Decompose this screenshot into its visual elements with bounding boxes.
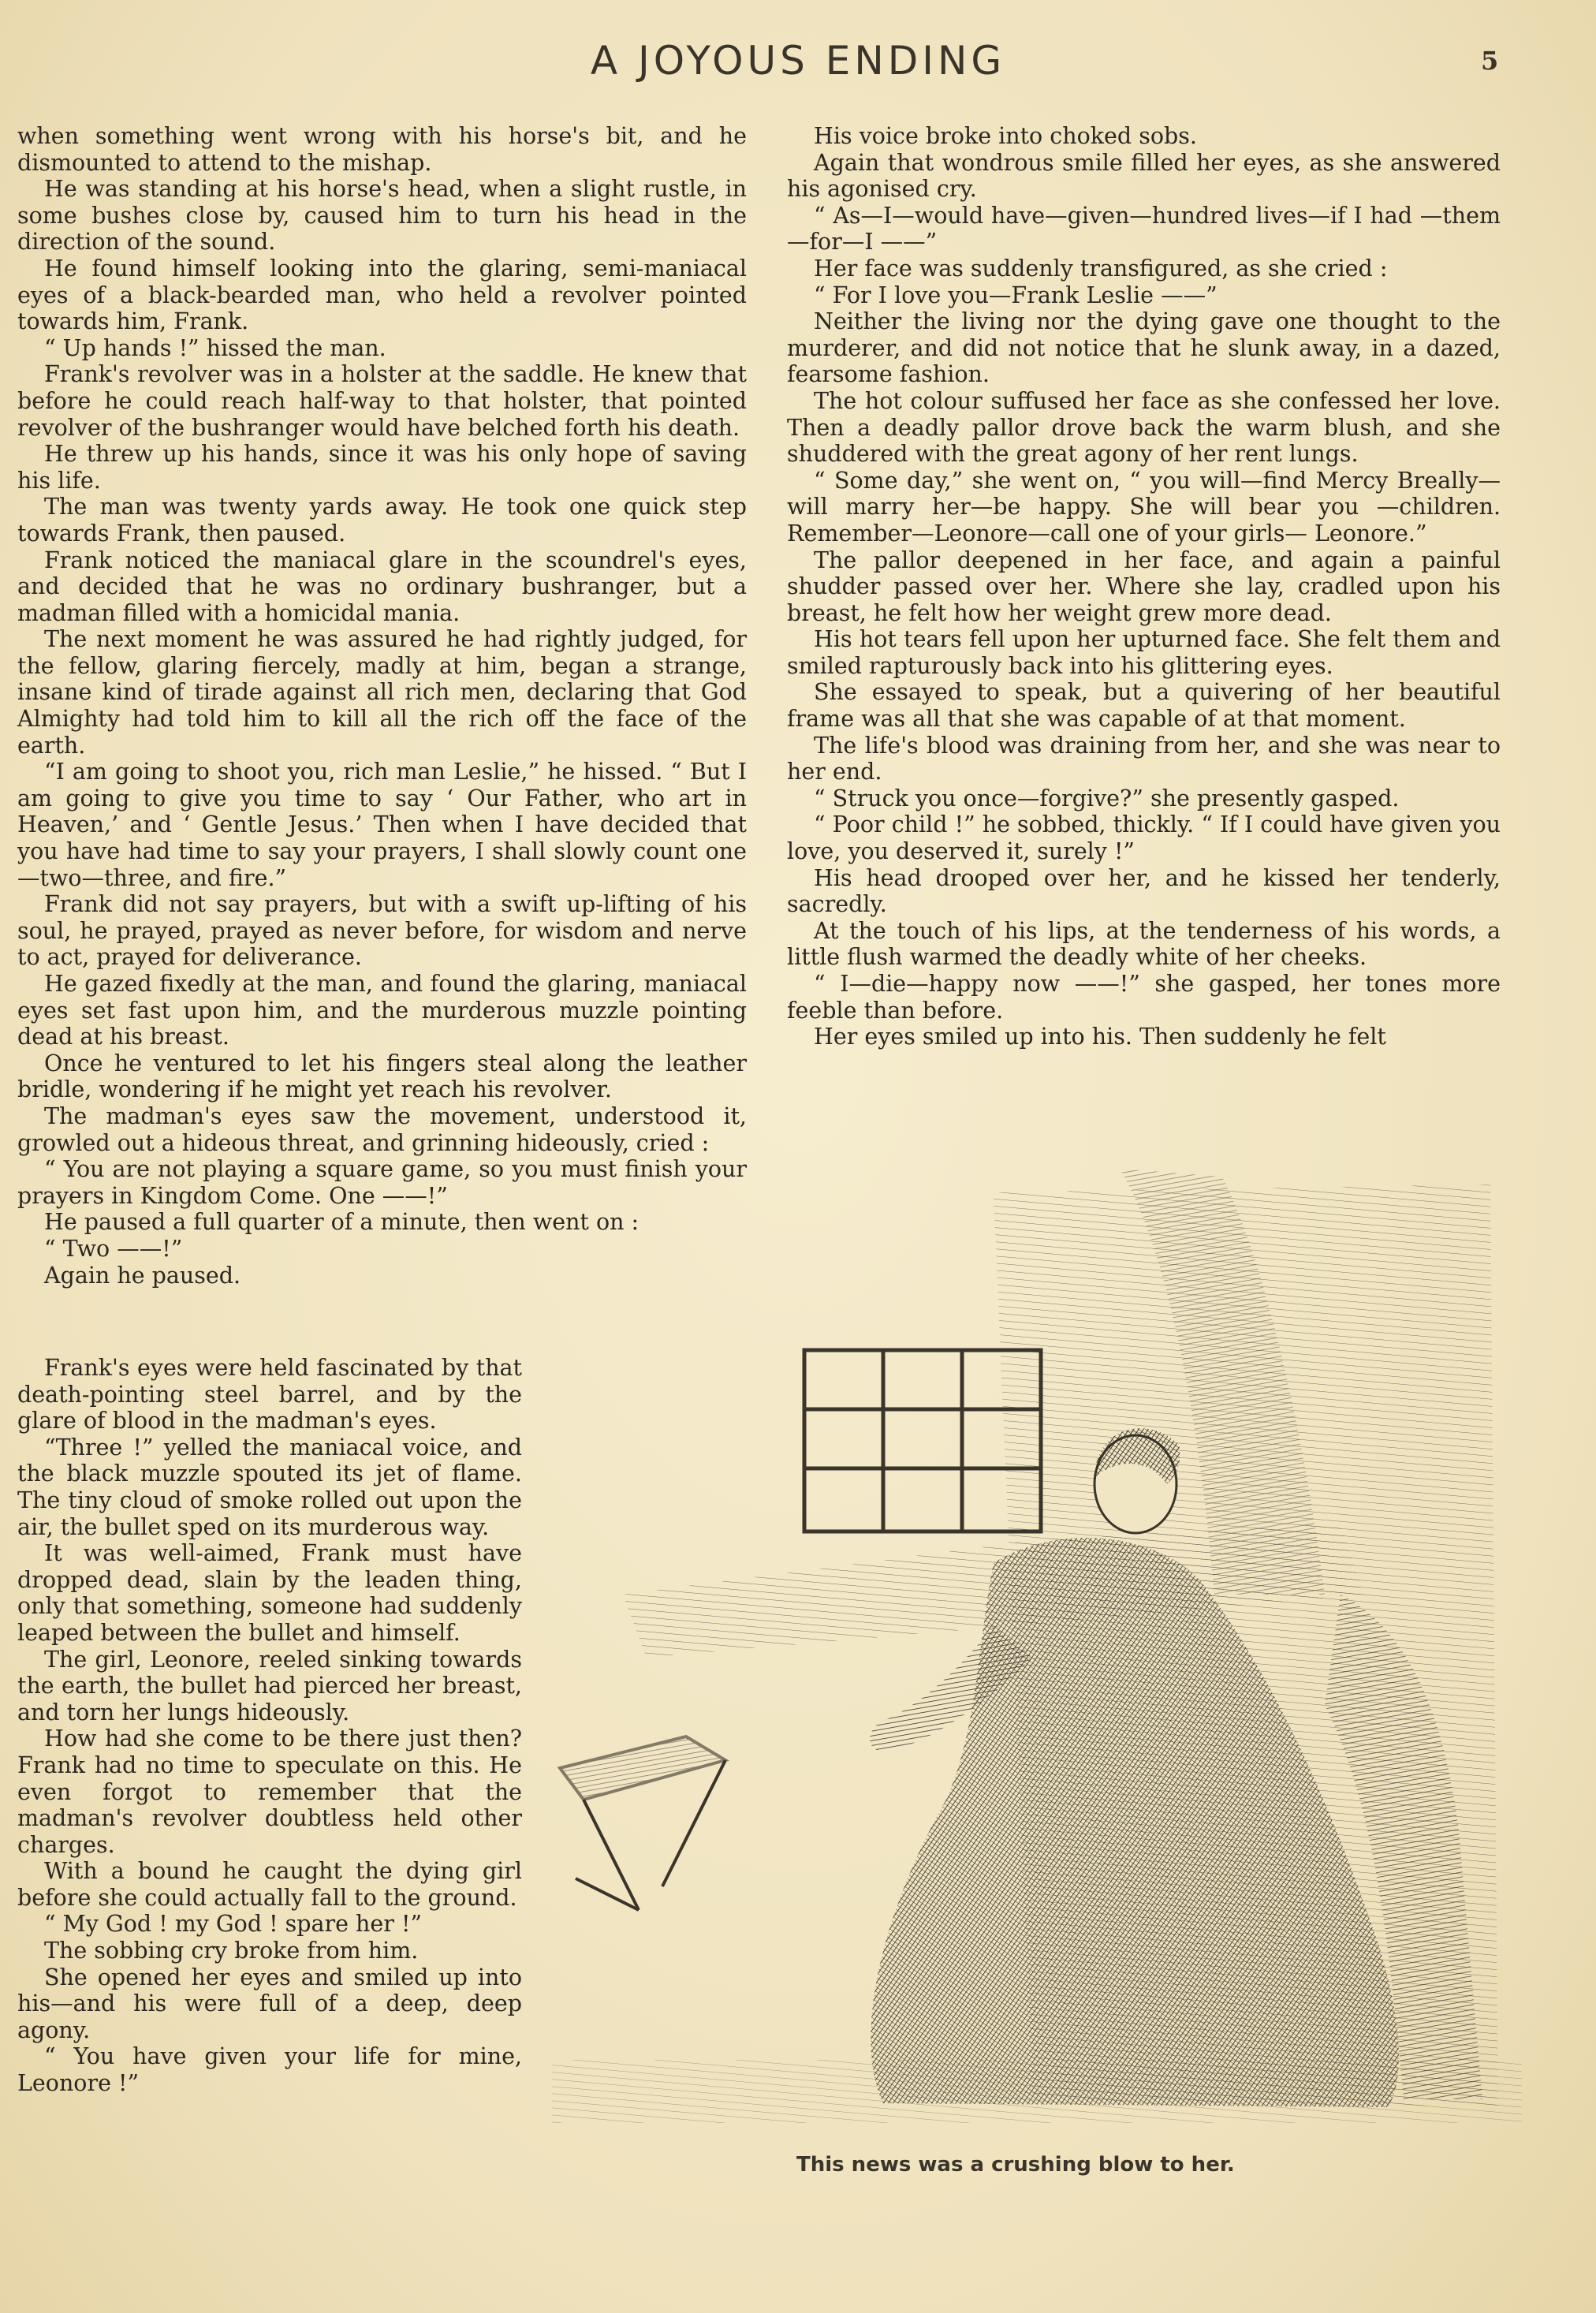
paragraph: “ As—I—would have—given—hundred lives—if I had —them—for—I ——” (787, 202, 1501, 256)
paragraph: His hot tears fell upon her upturned face. She felt them and smiled rapturously back into his glittering eyes. (787, 626, 1501, 679)
paragraph: “ You have given your life for mine, Leonore !” (17, 2043, 522, 2097)
paragraph: “ For I love you—Frank Leslie ——” (814, 282, 1218, 308)
paragraph: It was well-aimed, Frank must have dropped dead, slain by the leaden thing, only that something, someone had suddenly leaped between the bullet and himself. (17, 1540, 522, 1646)
paragraph: The next moment he was assured he had rightly judged, for the fellow, glaring fiercely, madly at him, began a strange, insane kind of tirade against all rich men, declaring that God Almighty had told him to kill all the rich off the face of the earth. (17, 626, 747, 759)
paragraph: The girl, Leonore, reeled sinking towards the earth, the bullet had pierced her breast, and torn her lungs hideously. (17, 1646, 522, 1725)
illustration-caption: This news was a crushing blow to her. (796, 2153, 1235, 2177)
paragraph: With a bound he caught the dying girl before she could actually fall to the ground. (17, 1858, 522, 1911)
paragraph: At the touch of his lips, at the tenderness of his words, a little flush warmed the deadly white of her cheeks. (787, 917, 1501, 971)
paragraph: She essayed to speak, but a quivering of her beautiful frame was all that she was capable of at that moment. (787, 679, 1501, 733)
paragraph: Once he ventured to let his fingers steal along the leather bridle, wondering if he might yet reach his revolver. (17, 1050, 747, 1103)
paragraph: How had she come to be there just then? Frank had no time to speculate on this. He even forgot to remember that the madman's revolver doubtless held other charges. (17, 1725, 522, 1858)
paragraph: He paused a full quarter of a minute, then went on : (44, 1209, 640, 1236)
paragraph: Frank did not say prayers, but with a swift up-lifting of his soul, he prayed, prayed as never before, for wisdom and nerve to act, prayed for deliverance. (17, 891, 747, 971)
paragraph: Neither the living nor the dying gave one thought to the murderer, and did not notice that he slunk away, in a dazed, fearsome fashion. (787, 308, 1501, 388)
paragraph: He found himself looking into the glaring, semi-maniacal eyes of a black-bearded man, who held a revolver pointed towards him, Frank. (17, 255, 747, 335)
paragraph: “ You are not playing a square game, so you must finish your prayers in Kingdom Come. One ——!” (17, 1156, 747, 1209)
paragraph: Again he paused. (44, 1262, 241, 1289)
paragraph: “I am going to shoot you, rich man Leslie,” he hissed. “ But I am going to give you time to say ‘ Our Father, who art in Heaven,’ and ‘ Gentle Jesus.’ Then when I have decided that you have had time to say your prayers, I shall slowly count one—two—three, and fire.” (17, 759, 747, 891)
paragraph: He gazed fixedly at the man, and found the glaring, maniacal eyes set fast upon him, and the murderous muzzle pointing dead at his breast. (17, 971, 747, 1050)
paragraph: The life's blood was draining from her, and she was near to her end. (787, 732, 1501, 785)
paragraph: She opened her eyes and smiled up into his—and his were full of a deep, deep agony. (17, 1964, 522, 2043)
left-column-narrow (17, 1355, 522, 2097)
paragraph: “ Some day,” she went on, “ you will—find Mercy Breally—will marry her—be happy. She will bear you —children. Remember—Leonore—call one of your girls— Leonore.” (787, 467, 1501, 547)
floor (552, 2060, 1522, 2123)
paragraph: The madman's eyes saw the movement, understood it, growled out a hideous threat, and grinning hideously, cried : (17, 1102, 747, 1156)
paragraph: “ Two ——!” (44, 1235, 183, 1262)
paragraph: Frank's eyes were held fascinated by that death-pointing steel barrel, and by the glare of blood in the madman's eyes. (17, 1355, 522, 1434)
paragraph: The hot colour suffused her face as she confessed her love. Then a deadly pallor drove back the warm blush, and she shuddered with the great agony of her rent lungs. (787, 387, 1501, 468)
paragraph: Her face was suddenly transfigured, as she cried : (814, 255, 1388, 282)
paragraph: Her eyes smiled up into his. Then suddenly he felt (814, 1024, 1386, 1050)
side-table (560, 1737, 725, 1910)
running-header: A JOYOUS ENDING (590, 38, 1006, 84)
paragraph: Frank noticed the maniacal glare in the scoundrel's eyes, and decided that he was no ordinary bushranger, but a madman filled with a homicidal mania. (17, 547, 747, 626)
paragraph: when something went wrong with his horse's bit, and he dismounted to attend to the mishap. (17, 123, 747, 176)
paragraph: His head drooped over her, and he kissed her tenderly, sacredly. (787, 864, 1501, 918)
paragraph: “ My God ! my God ! spare her !” (44, 1911, 422, 1938)
paragraph: The sobbing cry broke from him. (44, 1938, 419, 1964)
engraving-illustration (552, 1153, 1522, 2123)
paragraph: The pallor deepened in her face, and again a painful shudder passed over her. Where she lay, cradled upon his breast, he felt how her weight grew more dead. (787, 547, 1501, 626)
paragraph: “ I—die—happy now ——!” she gasped, her tones more feeble than before. (787, 971, 1501, 1024)
paragraph: The man was twenty yards away. He took one quick step towards Frank, then paused. (17, 494, 747, 547)
paragraph: He was standing at his horse's head, when a slight rustle, in some bushes close by, caused him to turn his head in the direction of the sound. (17, 176, 747, 256)
paragraph: His voice broke into choked sobs. (814, 123, 1197, 149)
paragraph: Frank's revolver was in a holster at the saddle. He knew that before he could reach half-way to that holster, that pointed revolver of the bushranger would have belched forth his death. (17, 361, 747, 441)
paragraph: He threw up his hands, since it was his only hope of saving his life. (17, 441, 747, 494)
page-number: 5 (1481, 46, 1499, 76)
paragraph: “ Poor child !” he sobbed, thickly. “ If I could have given you love, you deserved it, surely !” (787, 811, 1501, 865)
right-column (787, 123, 1501, 1050)
left-column (17, 123, 747, 1289)
paragraph: “Three !” yelled the maniacal voice, and the black muzzle spouted its jet of flame. The tiny cloud of smoke rolled out upon the air, the bullet sped on its murderous way. (17, 1434, 522, 1540)
paragraph: “ Struck you once—forgive?” she presently gasped. (814, 785, 1400, 811)
paragraph: Again that wondrous smile filled her eyes, as she answered his agonised cry. (787, 149, 1501, 203)
paragraph: “ Up hands !” hissed the man. (44, 334, 386, 361)
